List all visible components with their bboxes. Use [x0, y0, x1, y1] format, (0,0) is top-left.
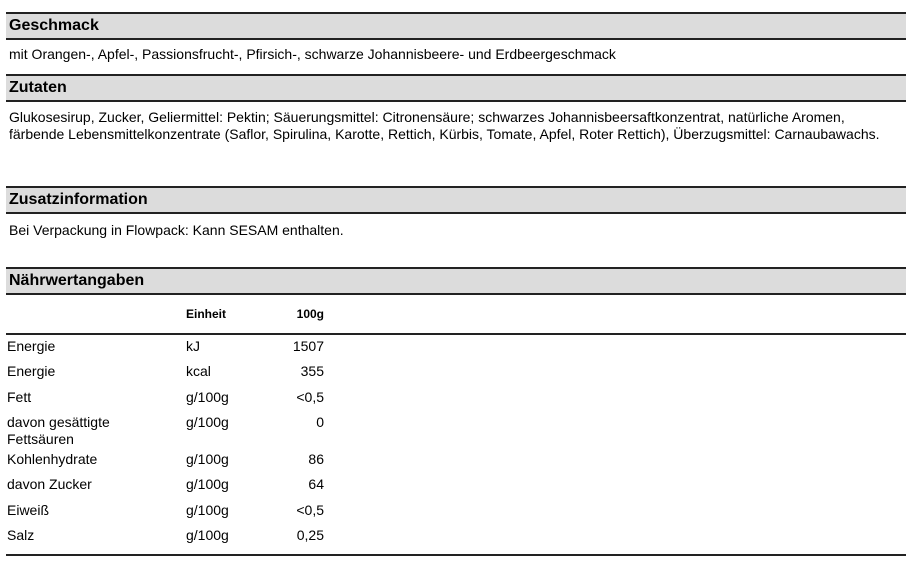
- zusatzinformation-text: Bei Verpackung in Flowpack: Kann SESAM enthalten.: [9, 222, 344, 238]
- nutrient-unit: g/100g: [186, 502, 229, 518]
- nutrient-value: 64: [308, 476, 324, 492]
- section-header-zusatzinformation: Zusatzinformation: [6, 186, 906, 214]
- nutrition-rows: [6, 335, 906, 557]
- nutrient-name: Eiweiß: [7, 502, 50, 518]
- nutrient-name: Kohlenhydrate: [7, 451, 98, 467]
- nutrient-value: 86: [308, 451, 324, 467]
- nutrient-unit: kcal: [186, 363, 211, 379]
- section-header-geschmack: Geschmack: [6, 12, 906, 40]
- nutrient-unit: g/100g: [186, 414, 229, 430]
- nutrient-name: davon Zucker: [7, 476, 92, 492]
- nutrition-table-header: [6, 295, 906, 335]
- nutrient-value: <0,5: [296, 389, 324, 405]
- section-header-zutaten: Zutaten: [6, 74, 906, 102]
- section-header-naehrwertangaben: Nährwertangaben: [6, 267, 906, 295]
- column-header-value: 100g: [296, 307, 324, 321]
- zutaten-text: Glukosesirup, Zucker, Geliermittel: Pektin; Säuerungsmittel: Citronensäure; schwarzes Johannisbeersaftkonzentrat, natürliche Aromen, färbende Lebensmittelkonzentrate (Saflor, Spirulina, Karotte, Rettich, Kürbis, Tomate, Apfel, Roter Rettich), Überzugsmittel: Carnaubawachs.: [9, 109, 880, 142]
- nutrient-value: 0,25: [296, 527, 324, 543]
- nutrient-name: Salz: [7, 527, 35, 543]
- column-header-unit: Einheit: [186, 307, 227, 321]
- nutrient-name: Energie: [7, 338, 56, 354]
- nutrition-table: [6, 295, 906, 557]
- section-zutaten: [6, 74, 906, 186]
- nutrient-unit: kJ: [186, 338, 200, 354]
- nutrition-table-bottom-rule: [6, 554, 906, 556]
- nutrient-unit: g/100g: [186, 389, 229, 405]
- section-naehrwertangaben: [6, 267, 906, 557]
- nutrient-value: <0,5: [296, 502, 324, 518]
- section-geschmack: [6, 12, 906, 74]
- nutrient-unit: g/100g: [186, 476, 229, 492]
- nutrient-value: 355: [300, 363, 324, 379]
- nutrient-name: Energie: [7, 363, 56, 379]
- nutrient-unit: g/100g: [186, 527, 229, 543]
- geschmack-text: mit Orangen-, Apfel-, Passionsfrucht-, Pfirsich-, schwarze Johannisbeere- und Erdbeergeschmack: [9, 46, 616, 62]
- nutrient-value: 1507: [292, 338, 324, 354]
- section-zusatzinformation: [6, 186, 906, 267]
- nutrient-unit: g/100g: [186, 451, 229, 467]
- nutrient-value: 0: [316, 414, 324, 430]
- product-info-sheet: [6, 12, 906, 557]
- nutrient-name: davon gesättigte Fettsäuren: [7, 414, 110, 447]
- nutrient-name: Fett: [7, 389, 32, 405]
